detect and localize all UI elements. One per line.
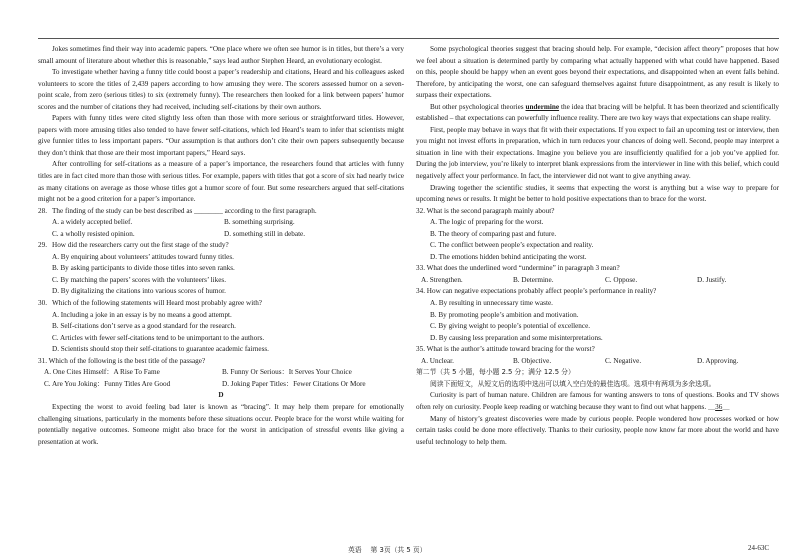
option[interactable]: D. By causing less preparation and some misinterpretations. <box>430 333 603 342</box>
option[interactable]: D. The emotions hidden behind anticipating the worst. <box>430 252 587 261</box>
question-31-options <box>44 367 404 390</box>
option[interactable]: C. Are You Joking：Funny Titles Are Good <box>44 379 171 388</box>
option[interactable]: D. By digitalizing the citations into various scores of humor. <box>52 287 226 296</box>
question-29: 29. How did the researchers carry out the first stage of the study? <box>38 241 229 250</box>
option[interactable]: C. Oppose. <box>605 275 638 284</box>
passage-paragraph: To investigate whether having a funny title could boost a paper’s readership and citations, Heard and his colleagues asked volunteers to score the titles of 2,439 papers according to how amusing they were. The scorers assessed humor on a seven-point scale, from zero (serious titles) to six (extremely funny). The researchers then looked for a link between papers’ humor scores and the number of citations they had received, including self-citations by their own authors. <box>38 68 404 111</box>
exam-code: 24-63C <box>748 544 769 552</box>
option[interactable]: D. Scientists should stop their self-citations to guarantee academic fairness. <box>52 345 269 354</box>
option[interactable]: B. By promoting people’s ambition and motivation. <box>430 310 579 319</box>
option[interactable]: B. something surprising. <box>224 218 295 227</box>
option[interactable]: A. Unclear. <box>421 356 454 365</box>
option[interactable]: D. something still in debate. <box>224 229 306 238</box>
question-35-options <box>421 356 779 368</box>
section-letter: D <box>218 391 224 400</box>
question-35: 35. What is the author’s attitude toward bracing for the worst? <box>416 345 595 354</box>
question-29-options <box>52 252 404 298</box>
passage-paragraph: Curiosity is part of human nature. Children are famous for wanting answers to tons of questions. Books and TV shows often rely on curiosity. People keep reading or watching because they want to find out what happens. ＿36＿ <box>416 391 779 411</box>
option[interactable]: A. a widely accepted belief. <box>52 218 133 227</box>
question-34-options <box>430 298 779 344</box>
question-33: 33. What does the underlined word “undermine” in paragraph 3 mean? <box>416 264 620 273</box>
question-33-options <box>421 275 779 287</box>
passage-paragraph: Some psychological theories suggest that bracing should help. For example, “decision affect theory” proposes that how we feel about a situation is determined partly by comparing what actually happened with what could have happened. Based on this, people should be happy when an event goes beyond their expectations, and disappointed when an event falls behind. Therefore, by anticipating the worst, one can safeguard themselves against future disappointment, as any result is likely to surpass their expectations. <box>416 45 779 100</box>
underlined-word: undermine <box>525 102 560 111</box>
option[interactable]: D. Approving. <box>697 356 739 365</box>
option[interactable]: B. Funny Or Serious：It Serves Your Choice <box>222 368 352 377</box>
option[interactable]: C. By matching the papers’ scores with the volunteers’ likes. <box>52 275 226 284</box>
page-footer: 英语 第 3页（共 5 页） <box>348 546 427 554</box>
option[interactable]: A. The logic of preparing for the worst. <box>430 218 544 227</box>
passage-paragraph: Drawing together the scientific studies, it seems that expecting the worst is anything but a wise way to prepare for upcoming news or results. It might be better to hold positive expectations than to brace for the worst. <box>416 183 779 204</box>
option[interactable]: C. Articles with fewer self-citations tend to be unimportant to the authors. <box>52 333 265 342</box>
question-30-options <box>52 310 404 356</box>
passage-paragraph: Expecting the worst to avoid feeling bad later is known as “bracing”. It may help them prepare for emotionally challenging situations, particularly in the moments before these situations occur. People brace for the worst while waiting for potentially negative outcomes. Someone might also brace for the worst in anticipation of stressful events like giving a presentation at work. <box>38 402 404 446</box>
section-instructions: 阅读下面短文，从短文后的选项中选出可以填入空白处的最佳选项。选项中有两项为多余选项。 <box>430 379 716 388</box>
option[interactable]: C. The conflict between people’s expectation and reality. <box>430 241 594 250</box>
option[interactable]: A. By resulting in unnecessary time waste. <box>430 299 553 308</box>
option[interactable]: B. Self-citations don’t serve as a good standard for the research. <box>52 322 236 331</box>
option[interactable]: B. By asking participants to divide those titles into seven ranks. <box>52 264 235 273</box>
option[interactable]: D. Justify. <box>697 275 727 284</box>
option[interactable]: B. Determine. <box>513 275 554 284</box>
left-column <box>38 44 404 448</box>
option[interactable]: A. Including a joke in an essay is by no means a good attempt. <box>52 310 232 319</box>
section-heading: 第二节（共 5 小题，每小题 2.5 分；满分 12.5 分） <box>416 368 575 377</box>
right-column <box>416 44 779 448</box>
option[interactable]: A. By enquiring about volunteers’ attitudes toward funny titles. <box>52 252 234 261</box>
option[interactable]: B. The theory of comparing past and future. <box>430 229 557 238</box>
option[interactable]: C. a wholly resisted opinion. <box>52 229 135 238</box>
question-28: 28. The finding of the study can be best described as ________ according to the first paragraph. <box>38 206 317 215</box>
passage-paragraph: But other psychological theories undermine the idea that bracing will be helpful. It has been theorized and scientifically established – that expectations can powerfully influence reality. There are two key ways that expectations can shape reality. <box>416 102 780 123</box>
blank-36[interactable]: 36 <box>715 402 723 411</box>
question-34: 34. How can negative expectations probably affect people’s performance in reality? <box>416 287 657 296</box>
option[interactable]: C. Negative. <box>605 356 642 365</box>
top-divider <box>38 38 779 39</box>
question-32: 32. What is the second paragraph mainly about? <box>416 206 555 215</box>
passage-paragraph: Papers with funny titles were cited slightly less often than those with more serious or straightforward titles. However, papers with more amusing titles also tended to have fewer self-citations, which led Heard’s team to infer that scientists might give funnier titles to less important papers. “Our assumption is that authors don’t cite their own papers subsequently because they don’t think that those are their most important papers,” Heard says. <box>38 114 404 157</box>
question-32-options <box>430 217 779 263</box>
question-28-options <box>52 217 404 240</box>
option[interactable]: A. Strengthen. <box>421 275 463 284</box>
option[interactable]: B. Objective. <box>513 356 552 365</box>
question-30: 30. Which of the following statements will Heard most probably agree with? <box>38 299 262 308</box>
option[interactable]: A. One Cites Himself：A Rise To Fame <box>44 368 160 377</box>
option[interactable]: D. Joking Paper Titles：Fewer Citations Or More <box>222 379 366 388</box>
passage-paragraph: Jokes sometimes find their way into academic papers. “One place where we often see humor is in titles, but there’s a very small amount of literature about whether this is reasonable,” says lead author Stephen Heard, an evolutionary ecologist. <box>38 45 404 65</box>
passage-paragraph: After controlling for self-citations as a measure of a paper’s importance, the researchers found that articles with funny titles are in fact cited more than those with serious titles. For example, papers with titles that got a score of six had nearly twice as many citations on average as those whose titles got a humor score of four. But some researchers argued that self-citations might not be a good criterion for a paper’s importance. <box>38 160 404 204</box>
question-31: 31. Which of the following is the best title of the passage? <box>38 356 206 365</box>
option[interactable]: C. By giving weight to people’s potential of excellence. <box>430 322 591 331</box>
passage-paragraph: First, people may behave in ways that fit with their expectations. If you expect to fail an upcoming test or interview, then you might not invest efforts in preparation, which in turn reduces your chances of doing well. Second, people may interpret a situation in line with their expectations. Imagine you believe you are insufficiently qualified for a job you’ve applied for. During the job interview, you’re likely to interpret blank expressions from the interviewer in line with this belief, which could negatively affect your performance. In fact, the interviewer did not want to give anything away. <box>416 125 779 181</box>
passage-paragraph: Many of history’s greatest discoveries were made by curious people. People wondered how processes worked or how certain tasks could be done more effectively. Thanks to their curiosity, people now know far more about the world and have useful technology to help them. <box>416 414 779 446</box>
